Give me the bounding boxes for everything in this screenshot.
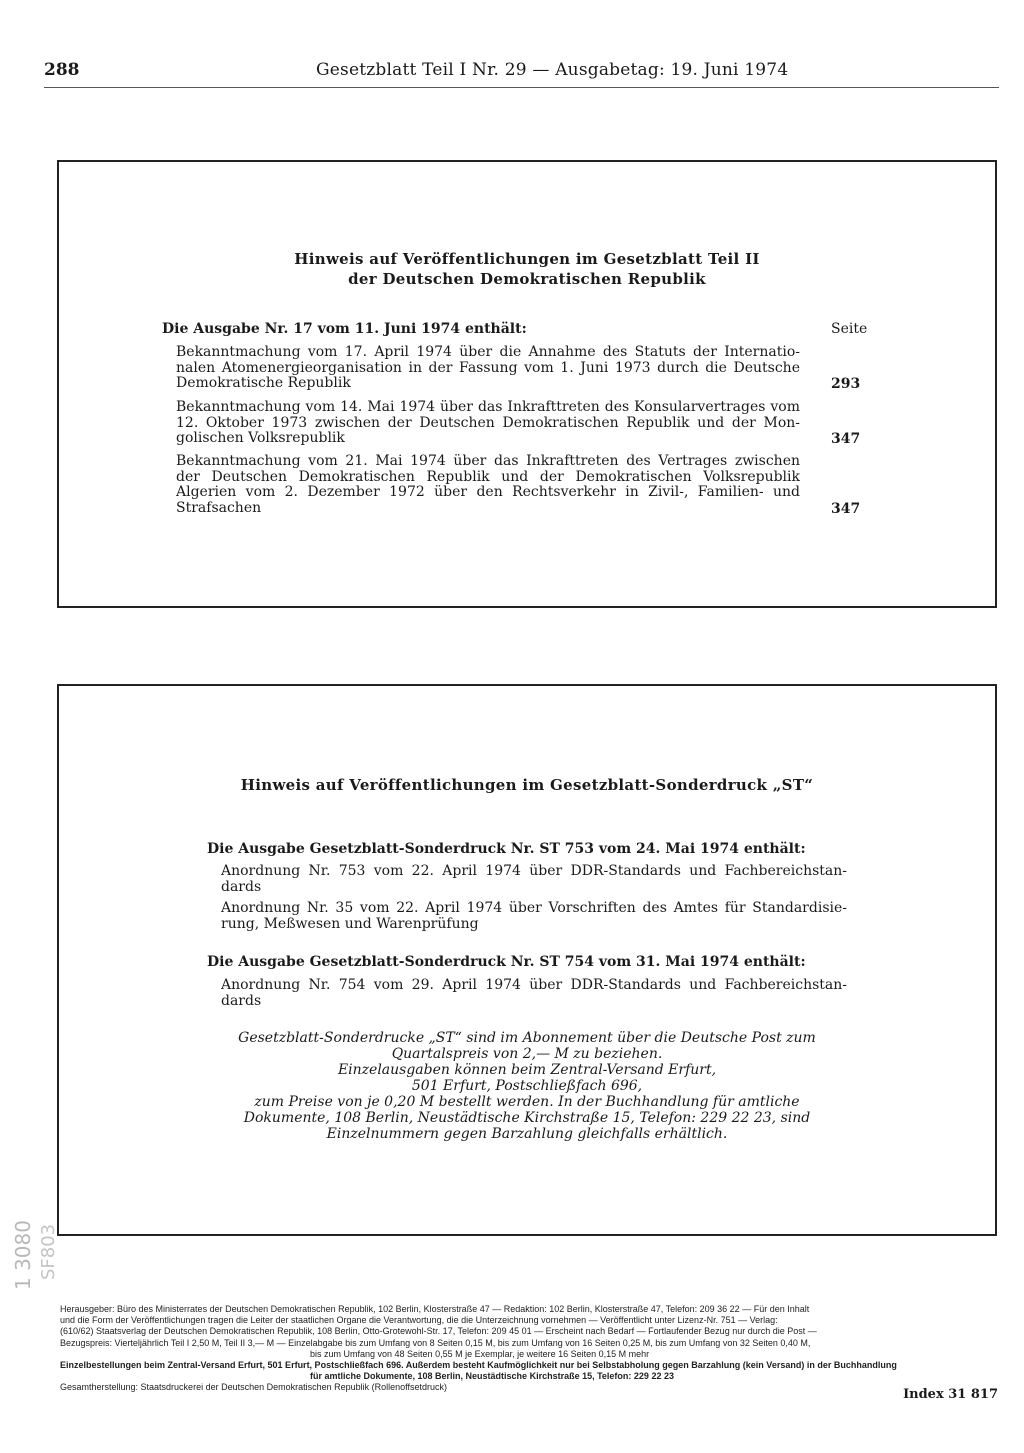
imprint-line: bis zum Umfang von 48 Seiten 0,55 M je Exemplar, je weitere 16 Seiten 0,15 M mehr bbox=[310, 1348, 650, 1359]
index-number: Index 31 817 bbox=[903, 1387, 998, 1402]
notice-line: 501 Erfurt, Postschließfach 696, bbox=[411, 1078, 643, 1094]
box1-issue-heading: Die Ausgabe Nr. 17 vom 11. Juni 1974 enthält: bbox=[162, 321, 527, 337]
header-title: Gesetzblatt Teil I Nr. 29 — Ausgabetag: 19. Juni 1974 bbox=[316, 60, 789, 80]
box2-issue2-entry1 bbox=[221, 978, 847, 1009]
notice-line: Quartalspreis von 2,— M zu beziehen. bbox=[391, 1046, 663, 1062]
header-rule bbox=[44, 87, 999, 88]
stamp-text-1: 1 3080 bbox=[11, 1220, 35, 1290]
notice-line: zum Preise von je 0,20 M bestellt werden. In der Buchhandlung für amtliche bbox=[254, 1094, 800, 1110]
box1-entry-1-page: 293 bbox=[831, 376, 861, 392]
box2-issue1-heading: Die Ausgabe Gesetzblatt-Sonderdruck Nr. ST 753 vom 24. Mai 1974 enthält: bbox=[207, 841, 806, 857]
box2-issue2-heading: Die Ausgabe Gesetzblatt-Sonderdruck Nr. ST 754 vom 31. Mai 1974 enthält: bbox=[207, 954, 806, 970]
entry-line: nalen Atomenergieorganisation in der Fassung vom 1. Juni 1973 durch die Deutsche bbox=[176, 360, 800, 376]
notice-line: Einzelausgaben können beim Zentral-Versand Erfurt, bbox=[337, 1062, 717, 1078]
stamp-text-2: SF803 bbox=[38, 1223, 59, 1280]
imprint-line: Bezugspreis: Vierteljährlich Teil I 2,50 M, Teil II 3,— M — Einzelabgabe bis zum Umfang von 8 Seiten 0,15 M, bis zum Umfang von 16 Seiten 0,25 M, bis zum Umfang von 32 Seiten 0,40 M, bbox=[60, 1337, 811, 1348]
entry-line: Anordnung Nr. 753 vom 22. April 1974 über DDR-Standards und Fachbereichstan- bbox=[221, 864, 847, 879]
box1-entry-2-page: 347 bbox=[831, 431, 861, 447]
entry-line: 12. Oktober 1973 zwischen der Deutschen Demokratischen Republik und der Mon- bbox=[176, 415, 800, 431]
sonderdruck-st-notice-box bbox=[57, 684, 997, 1236]
imprint-line: (610/62) Staatsverlag der Deutschen Demokratischen Republik, 108 Berlin, Otto-Grotewohl-Str. 17, Telefon: 209 45 01 — Erscheint nach Bedarf — Fortlaufender Bezug nur durch die Post — bbox=[60, 1326, 817, 1337]
page-number: 288 bbox=[44, 60, 80, 80]
entry-line: dards bbox=[221, 879, 262, 895]
entry-line: dards bbox=[221, 993, 262, 1009]
box2-issue1-entry1 bbox=[221, 864, 847, 895]
box2-title: Hinweis auf Veröffentlichungen im Gesetzblatt-Sonderdruck „ST“ bbox=[240, 776, 814, 794]
notice-line: Einzelnummern gegen Barzahlung gleichfalls erhältlich. bbox=[326, 1126, 728, 1142]
entry-line: Algerien vom 2. Dezember 1972 über den Rechtsverkehr in Zivil-, Familien- und bbox=[176, 485, 800, 500]
entry-line-with-leader bbox=[176, 431, 800, 447]
entry-line: Bekanntmachung vom 14. Mai 1974 über das Inkrafttreten des Konsularvertrages vom bbox=[176, 400, 800, 415]
box1-entry-3-page: 347 bbox=[831, 501, 861, 517]
seite-label: Seite bbox=[831, 321, 868, 337]
entry-line: Demokratische Republik bbox=[176, 376, 351, 391]
entry-line-with-leader bbox=[176, 501, 800, 517]
imprint-line: und die Form der Veröffentlichungen tragen die Leiter der staatlichen Organe die Verantwortung, die die Unterzeichnung vornehmen — Veröffentlicht unter Lizenz-Nr. 751 — Verlag: bbox=[60, 1315, 778, 1326]
box1-entry-2 bbox=[176, 400, 800, 447]
entry-line: Anordnung Nr. 35 vom 22. April 1974 über Vorschriften des Amtes für Standardisie- bbox=[221, 901, 847, 916]
box2-issue1-entry2 bbox=[221, 901, 847, 932]
subscription-notice bbox=[59, 1030, 995, 1142]
box1-entry-3 bbox=[176, 454, 800, 516]
box1-title-line2: der Deutschen Demokratischen Republik bbox=[348, 270, 706, 288]
gesetzblatt-teil-ii-notice-box bbox=[57, 160, 997, 608]
notice-line: Gesetzblatt-Sonderdrucke „ST“ sind im Abonnement über die Deutsche Post zum bbox=[238, 1030, 816, 1046]
entry-line: golischen Volksrepublik bbox=[176, 431, 345, 446]
imprint-line: Herausgeber: Büro des Ministerrates der Deutschen Demokratischen Republik, 102 Berlin, Klosterstraße 47 — Redaktion: 102 Berlin, Klosterstraße 47, Telefon: 209 36 22 — Für den Inhalt bbox=[60, 1304, 810, 1314]
imprint-line: Gesamtherstellung: Staatsdruckerei der Deutschen Demokratischen Republik (Rollenoffsetdruck) bbox=[60, 1382, 448, 1393]
entry-line-with-leader bbox=[176, 376, 800, 392]
page-header bbox=[44, 60, 999, 84]
imprint-line: Einzelbestellungen beim Zentral-Versand Erfurt, 501 Erfurt, Postschließfach 696. Außerdem besteht Kaufmöglichkeit nur bei Selbstabholung gegen Barzahlung (kein Versand) in der Buchhandlung bbox=[60, 1360, 897, 1371]
library-stamp bbox=[8, 1010, 78, 1300]
entry-line: Bekanntmachung vom 21. Mai 1974 über das Inkrafttreten des Vertrages zwischen bbox=[176, 454, 800, 469]
imprint-line: für amtliche Dokumente, 108 Berlin, Neustädtische Kirchstraße 15, Telefon: 229 22 23 bbox=[310, 1371, 674, 1382]
entry-line: rung, Meßwesen und Warenprüfung bbox=[221, 916, 479, 932]
box1-entry-1 bbox=[176, 345, 800, 392]
notice-line: Dokumente, 108 Berlin, Neustädtische Kirchstraße 15, Telefon: 229 22 23, sind bbox=[243, 1110, 811, 1126]
imprint-footer bbox=[60, 1304, 1000, 1394]
entry-line: Anordnung Nr. 754 vom 29. April 1974 über DDR-Standards und Fachbereichstan- bbox=[221, 978, 847, 993]
entry-line: Bekanntmachung vom 17. April 1974 über die Annahme des Statuts der Internatio- bbox=[176, 345, 800, 360]
entry-line: Strafsachen bbox=[176, 500, 262, 516]
box1-title-line1: Hinweis auf Veröffentlichungen im Gesetzblatt Teil II bbox=[294, 250, 760, 268]
entry-line: der Deutschen Demokratischen Republik und der Demokratischen Volksrepublik bbox=[176, 469, 800, 485]
